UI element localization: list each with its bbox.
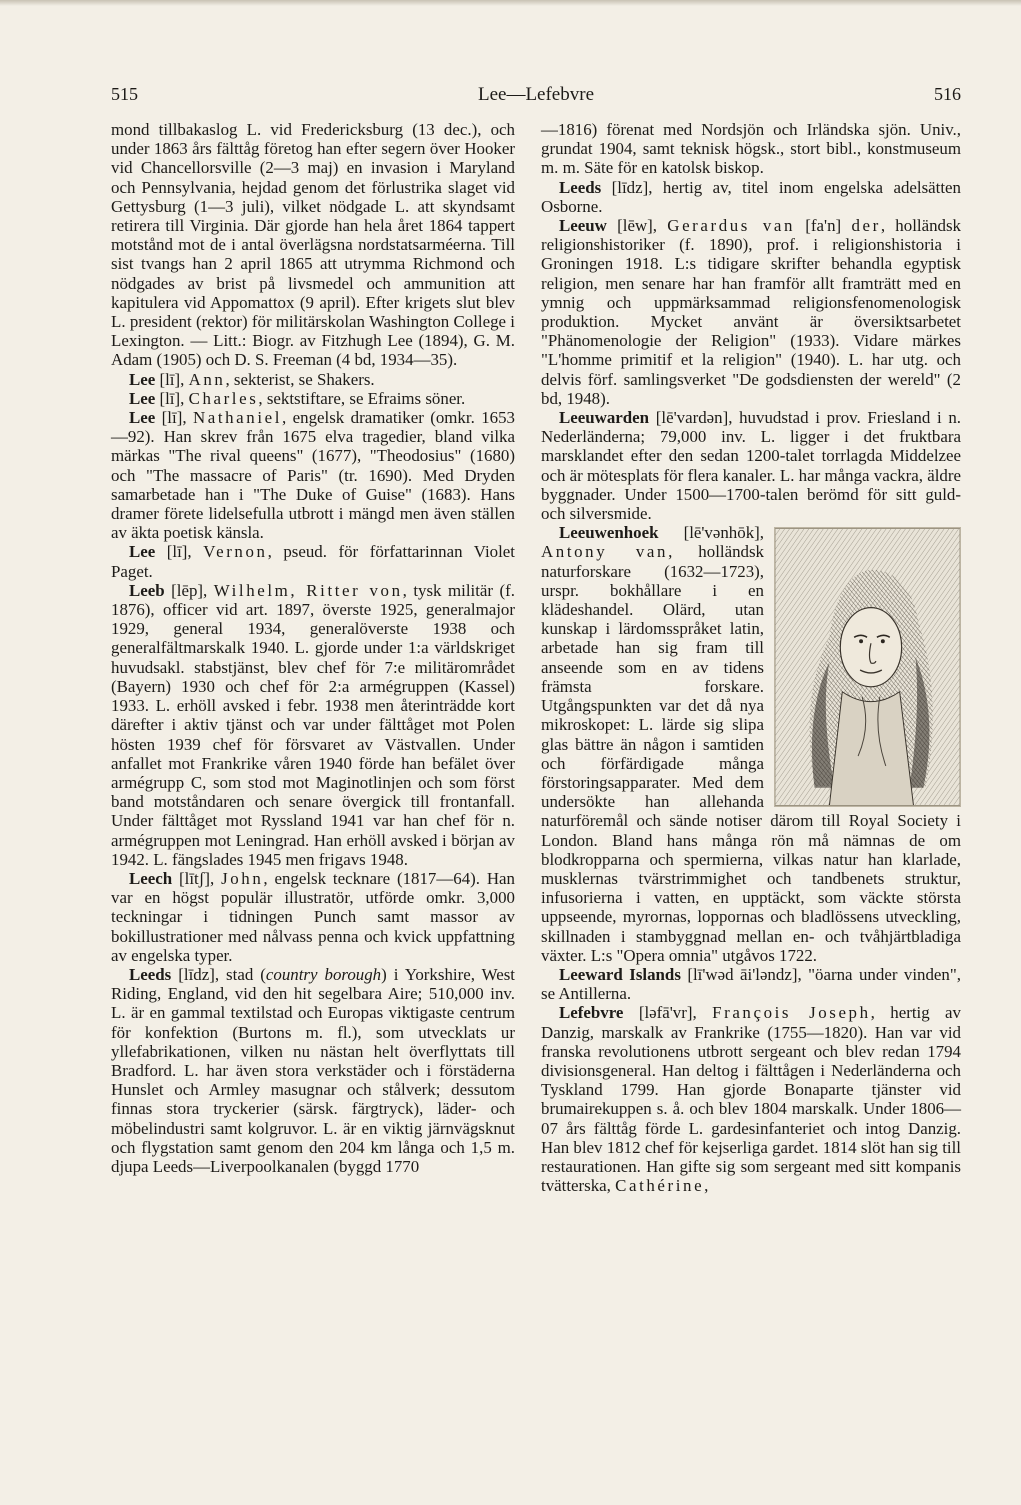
entry-leeds-continued: —1816) förenat med Nordsjön och Irländska sjön. Univ., grundat 1904, samt teknisk högsk., stort bibl., konstmuseum m. m. Säte för en katolsk biskop. [541, 120, 961, 178]
spaced-name: John [221, 868, 264, 888]
spaced-name: Cathérine [615, 1176, 705, 1196]
portrait-illustration [775, 528, 960, 806]
page-header [111, 84, 961, 114]
entry-leeds-duke: Leeds [līdz], hertig av, titel inom engelska adelsätten Osborne. [541, 177, 961, 216]
entry-lee-vernon: Lee [lī], Vernon, pseud. för författarinnan Violet Paget. [111, 542, 515, 581]
headword: Lee [129, 388, 156, 408]
spaced-name: Gerardus van [667, 216, 796, 236]
headword: Leeuwarden [559, 408, 650, 428]
portrait-leeuwenhoek [774, 527, 961, 807]
entry-leeuwarden: Leeuwarden [lē'vardən], huvudstad i prov. Friesland i n. Nederländerna; 79,000 inv. L. ligger i det fruktbara marsklandet efter den sedan 1200-talet torrlagda Middelzee och är mötesplats för flera kanaler. L. har många vackra, äldre byggnader. Under 1500—1700-talen berömd för sitt guld- och silversmide. [541, 408, 961, 524]
headword: Lefebvre [559, 1003, 624, 1023]
spaced-name: Nathaniel [192, 408, 283, 428]
entry-leeward-islands: Leeward Islands [lī'wəd āi'ləndz], "öarna under vinden", se Antillerna. [541, 964, 961, 1004]
right-column [541, 120, 961, 1195]
italic-term: country borough [265, 964, 382, 984]
headword: Leeuwenhoek [559, 523, 659, 543]
headword: Leeuw [559, 216, 607, 236]
entry-lee-charles: Lee [lī], Charles, sektstiftare, se Efraims söner. [129, 388, 466, 408]
entry-leeds: Leeds [līdz], stad (country borough) i Yorkshire, West Riding, England, vid den hit segelbara Aire; 510,000 inv. L. är en gammal textilstad och Europas viktigaste centrum för konfektion (Burtons m. fl.), som utvecklats ur yllefabrikationen, vilken nu nästan helt överflyttats till Bradford. L. har även stora verkstäder och i förstäderna Hunslet och Armley masugnar och stålverk; dessutom finnas stora tryckerier (särsk. färgtryck), läder- och möbelindustri samt kolgruvor. L. är en viktig järnvägsknut och flygstation samt genom den 204 km långa och 1,5 m. djupa Leeds—Liverpoolkanalen (byggd 1770 [111, 964, 515, 1176]
headword: Leeds [559, 177, 602, 197]
headword: Leeb [129, 580, 165, 600]
headword: Lee [129, 369, 156, 389]
entry-lee-nathaniel: Lee [lī], Nathaniel, engelsk dramatiker (omkr. 1653—92). Han skrev från 1675 elva tragedier, bland vilka märkas "The rival queens" (1677), "Theodosius" (1680) och "The massacre of Paris" (tr. 1690). Med Dryden samarbetade han i "The Duke of Guise" (1683). Hans dramer förete lidelsefulla utbrott i mängd men även ställen av äkta poetisk känsla. [111, 408, 515, 543]
spaced-name: Wilhelm, Ritter von [213, 580, 403, 600]
headword: Leech [129, 868, 173, 888]
spaced-name: François Joseph [712, 1003, 871, 1023]
page-edge-shadow [0, 0, 1021, 6]
page-number-right: 516 [934, 84, 961, 104]
headword: Leeward Islands [559, 964, 681, 984]
headword: Lee [129, 408, 156, 428]
entry-leeb: Leeb [lēp], Wilhelm, Ritter von, tysk militär (f. 1876), officer vid art. 1897, överste 1925, generalmajor 1929, general 1934, generalöverste 1938 och generalfältmarskalk 1940. L. gjorde under 1:a världskriget huvudsakl. stabstjänst, blev chef för 7:e militärområdet (Bayern) 1930 och chef för 2:a armégruppen (Kassel) 1933. L. erhöll avsked i febr. 1938 men återinträdde kort därefter i aktiv tjänst och var under fälttåget mot Polen hösten 1939 chef för försvaret av Västvallen. Under anfallet mot Frankrike våren 1940 förde han befälet över armégrupp C, som stod mot Maginotlinjen och som först band motståndaren och senare övergick till frontanfall. Under fälttåget mot Ryssland 1941 var han chef för n. armégruppen mot Leningrad. Han erhöll avsked i början av 1942. L. fängslades 1945 men frigavs 1948. [111, 580, 515, 869]
page-number-left: 515 [111, 84, 138, 104]
spaced-name: Vernon [203, 542, 268, 562]
spaced-name: Ann [188, 369, 226, 389]
spaced-name: der [851, 216, 881, 236]
spaced-name: Antony van [541, 542, 669, 562]
entry-leeuwenhoek: Leeuwenhoek [lē'vənhōk], Antony van, holländsk naturforskare (1632—1723), urspr. bokhållare i en klädeshandel. Olärd, utan kunskap i lärdomsspråket latin, arbetade han sig fram till anseende som en av tidens främsta forskare. Utgångspunkten var det då nya mikroskopet: L. lärde sig slipa glas bättre än någon i samtiden och förfärdigade många förstoringsapparater. Med dem undersökte han allehanda naturföremål och sände notiser därom till Royal Society i London. Bland hans många rön må nämnas de om blodkropparna och spermierna, vilkas natur han klarlade, musklernas tvärstrimmighet och tandbenets struktur, infusorierna i vatten, en upptäckt, som väckte största uppseende, myrornas, loppornas och bladlössens utveckling, skillnaden i stambyggnad mellan en- och tvåhjärtbladiga växter. L:s "Opera omnia" utgåvos 1722. [541, 523, 961, 965]
running-title: Lee—Lefebvre [477, 84, 595, 105]
entry-leeuw: Leeuw [lēw], Gerardus van [fa'n] der, holländsk religionshistoriker (f. 1890), prof. i religionshistoria i Groningen 1918. L:s tidigare skrifter behandla egyptisk religion, men senare har han framför allt framträtt med en ymnig och uppmärksammad religionsfenomenologisk produktion. Mycket använt är översiktsarbetet "Phänomenologie der Religion" (1933). Vidare märkes "L'homme primitif et la religion" (1940). L. har utg. och delvis förf. samlingsverket "De godsdiensten der wereld" (2 bd, 1948). [541, 216, 961, 408]
headword: Leeds [129, 964, 172, 984]
headword: Lee [129, 542, 156, 562]
entry-lefebvre: Lefebvre [ləfā'vr], François Joseph, hertig av Danzig, marskalk av Frankrike (1755—1820). Han var vid franska revolutionens utbrott sergeant och blev redan 1794 divisionsgeneral. Han deltog i fälttågen i Nederländerna och Tyskland 1799. Han gjorde Bonaparte tjänster vid brumairekuppen s. å. och blev 1804 marskalk. Under 1806—07 års fälttåg förde L. gardesinfanteriet och intog Danzig. Han blev 1812 chef för kejserliga gardet. 1814 slöt han sig till restaurationen. Han gifte sig som sergeant med sitt kompanis tvätterska, Cathérine, [541, 1003, 962, 1196]
entry-leech: Leech [lītʃ], John, engelsk tecknare (1817—64). Han var en högst populär illustratör, utförde omkr. 3,000 teckningar i tidningen Punch samt massor av bokillustrationer med nålvass penna och kvick uppfattning av engelska typer. [111, 868, 515, 965]
entry-lee-ann: Lee [lī], Ann, sekterist, se Shakers. [129, 369, 375, 389]
entry-lee-robert-continued: mond tillbakaslog L. vid Fredericksburg (13 dec.), och under 1863 års fälttåg företog han efter segern över Hooker vid Chancellorsville (2—3 maj) en invasion i Maryland och Pennsylvania, hejdad genom det förlustrika slaget vid Gettysburg (1—3 juli), vilket nödgade L. att skyndsamt retirera till Virginia. Där gjorde han hela året 1864 tappert motstånd mot de i antal överlägsna nordstatsarméerna. Till sist tvangs han 2 april 1865 att utrymma Richmond och nödgades av brist på livsmedel och ammunition att kapitulera vid Appomattox (9 april). Efter krigets slut blev L. president (rektor) för militärskolan Washington College i Lexington. — Litt.: Biogr. av Fitzhugh Lee (1894), G. M. Adam (1905) och D. S. Freeman (4 bd, 1934—35). [111, 120, 515, 370]
left-column [111, 120, 515, 1176]
spaced-name: Charles [188, 388, 259, 408]
